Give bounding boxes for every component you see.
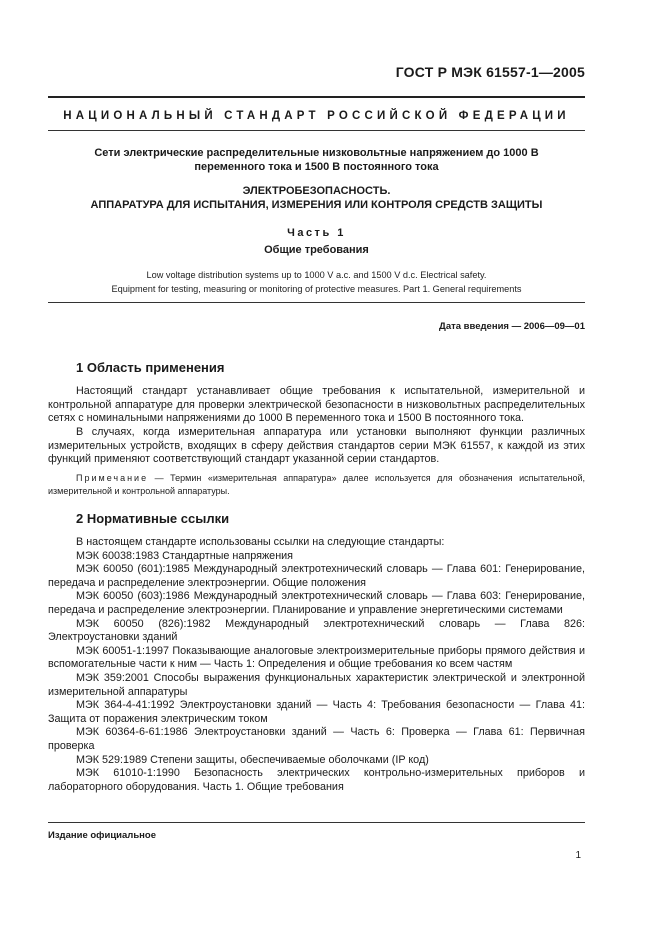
section-1-heading: 1 Область применения [76,360,225,375]
reference-item: МЭК 60038:1983 Стандартные напряжения [76,549,294,562]
normative-references-list [48,536,585,794]
section-2-heading: 2 Нормативные ссылки [76,511,230,526]
reference-item: МЭК 359:2001 Способы выражения функциональных характеристик электрической и электронной измерительной аппаратуры [48,671,585,698]
title-line-1: Сети электрические распределительные низковольтные напряжением до 1000 В [94,147,539,159]
main-title-line-1: ЭЛЕКТРОБЕЗОПАСНОСТЬ. [242,185,391,197]
official-edition-label: Издание официальное [48,830,156,841]
note-text: — Термин «измерительная аппаратура» далее используется для обозначения испытательной, измерительной и контрольной аппаратуры. [48,473,585,496]
reference-item: МЭК 60364-6-61:1986 Электроустановки зданий — Часть 6: Проверка — Глава 61: Первичная проверка [48,726,585,752]
standard-code: ГОСТ Р МЭК 61557-1—2005 [395,64,585,80]
reference-item: МЭК 364-4-41:1992 Электроустановки зданий — Часть 4: Требования безопасности — Глава 41: Защита от поражения электрическим током [48,699,585,725]
english-title-line-1: Low voltage distribution systems up to 1000 V a.c. and 1500 V d.c. Electrical safety. [146,270,487,280]
date-rule [48,302,585,303]
english-title-line-2: Equipment for testing, measuring or monitoring of protective measures. Part 1. General requirements [111,284,522,294]
national-standard-title: НАЦИОНАЛЬНЫЙ СТАНДАРТ РОССИЙСКОЙ ФЕДЕРАЦИИ [63,110,570,122]
section-1-note [48,472,585,497]
reference-item: МЭК 60050 (826):1982 Международный электротехнический словарь — Глава 826: Электроустановки зданий [48,617,585,644]
footer-rule [48,822,585,823]
reference-item: МЭК 60050 (601):1985 Международный электротехнический словарь — Глава 601: Генерирование, передача и распределение электроэнергии. Общие положения [48,563,585,589]
english-title-block [48,268,585,296]
main-title-line-2: АППАРАТУРА ДЛЯ ИСПЫТАНИЯ, ИЗМЕРЕНИЯ ИЛИ КОНТРОЛЯ СРЕДСТВ ЗАЩИТЫ [90,199,543,211]
reference-intro: В настоящем стандарте использованы ссылки на следующие стандарты: [76,536,445,548]
reference-item: МЭК 61010-1:1990 Безопасность электрических контрольно-измерительных приборов и лабораторного оборудования. Часть 1. Общие требования [48,767,585,793]
title-line-2: переменного тока и 1500 В постоянного тока [194,161,439,173]
reference-item: МЭК 60050 (603):1986 Международный электротехнический словарь — Глава 603: Генерирование, передача и распределение электроэнергии. Планирование и управление энергетическими системами [48,590,585,616]
introduction-date: Дата введения — 2006—09—01 [439,321,585,332]
page-number: 1 [575,850,581,861]
part-label: Часть 1 [287,227,346,239]
section-1-paragraph-2: В случаях, когда измерительная аппаратура или установки выполняют функции различных измерительных устройств, входящих в сферу действия стандартов серии МЭК 61557, к каждой из этих функций применяют соответствующий стандарт указанной серии стандартов. [48,426,585,466]
reference-item: МЭК 60051-1:1997 Показывающие аналоговые электроизмерительные приборы прямого действия и вспомогательные части к ним — Часть 1: Определения и общие требования ко всем частям [48,644,585,671]
main-title-block [48,184,585,212]
document-title-block [48,146,585,174]
title-rule [48,130,585,131]
header-rule [48,96,585,98]
note-label: Примечание [76,473,149,483]
section-1-paragraph-1: Настоящий стандарт устанавливает общие требования к испытательной, измерительной и контрольной аппаратуре для проверки электрической безопасности в низковольтных распределительных сетях с номинальными напряжениями до 1000 В переменного тока и 1500 В постоянного тока. [48,385,585,425]
reference-item: МЭК 529:1989 Степени защиты, обеспечиваемые оболочками (IP код) [76,753,429,766]
subtitle: Общие требования [264,244,369,256]
